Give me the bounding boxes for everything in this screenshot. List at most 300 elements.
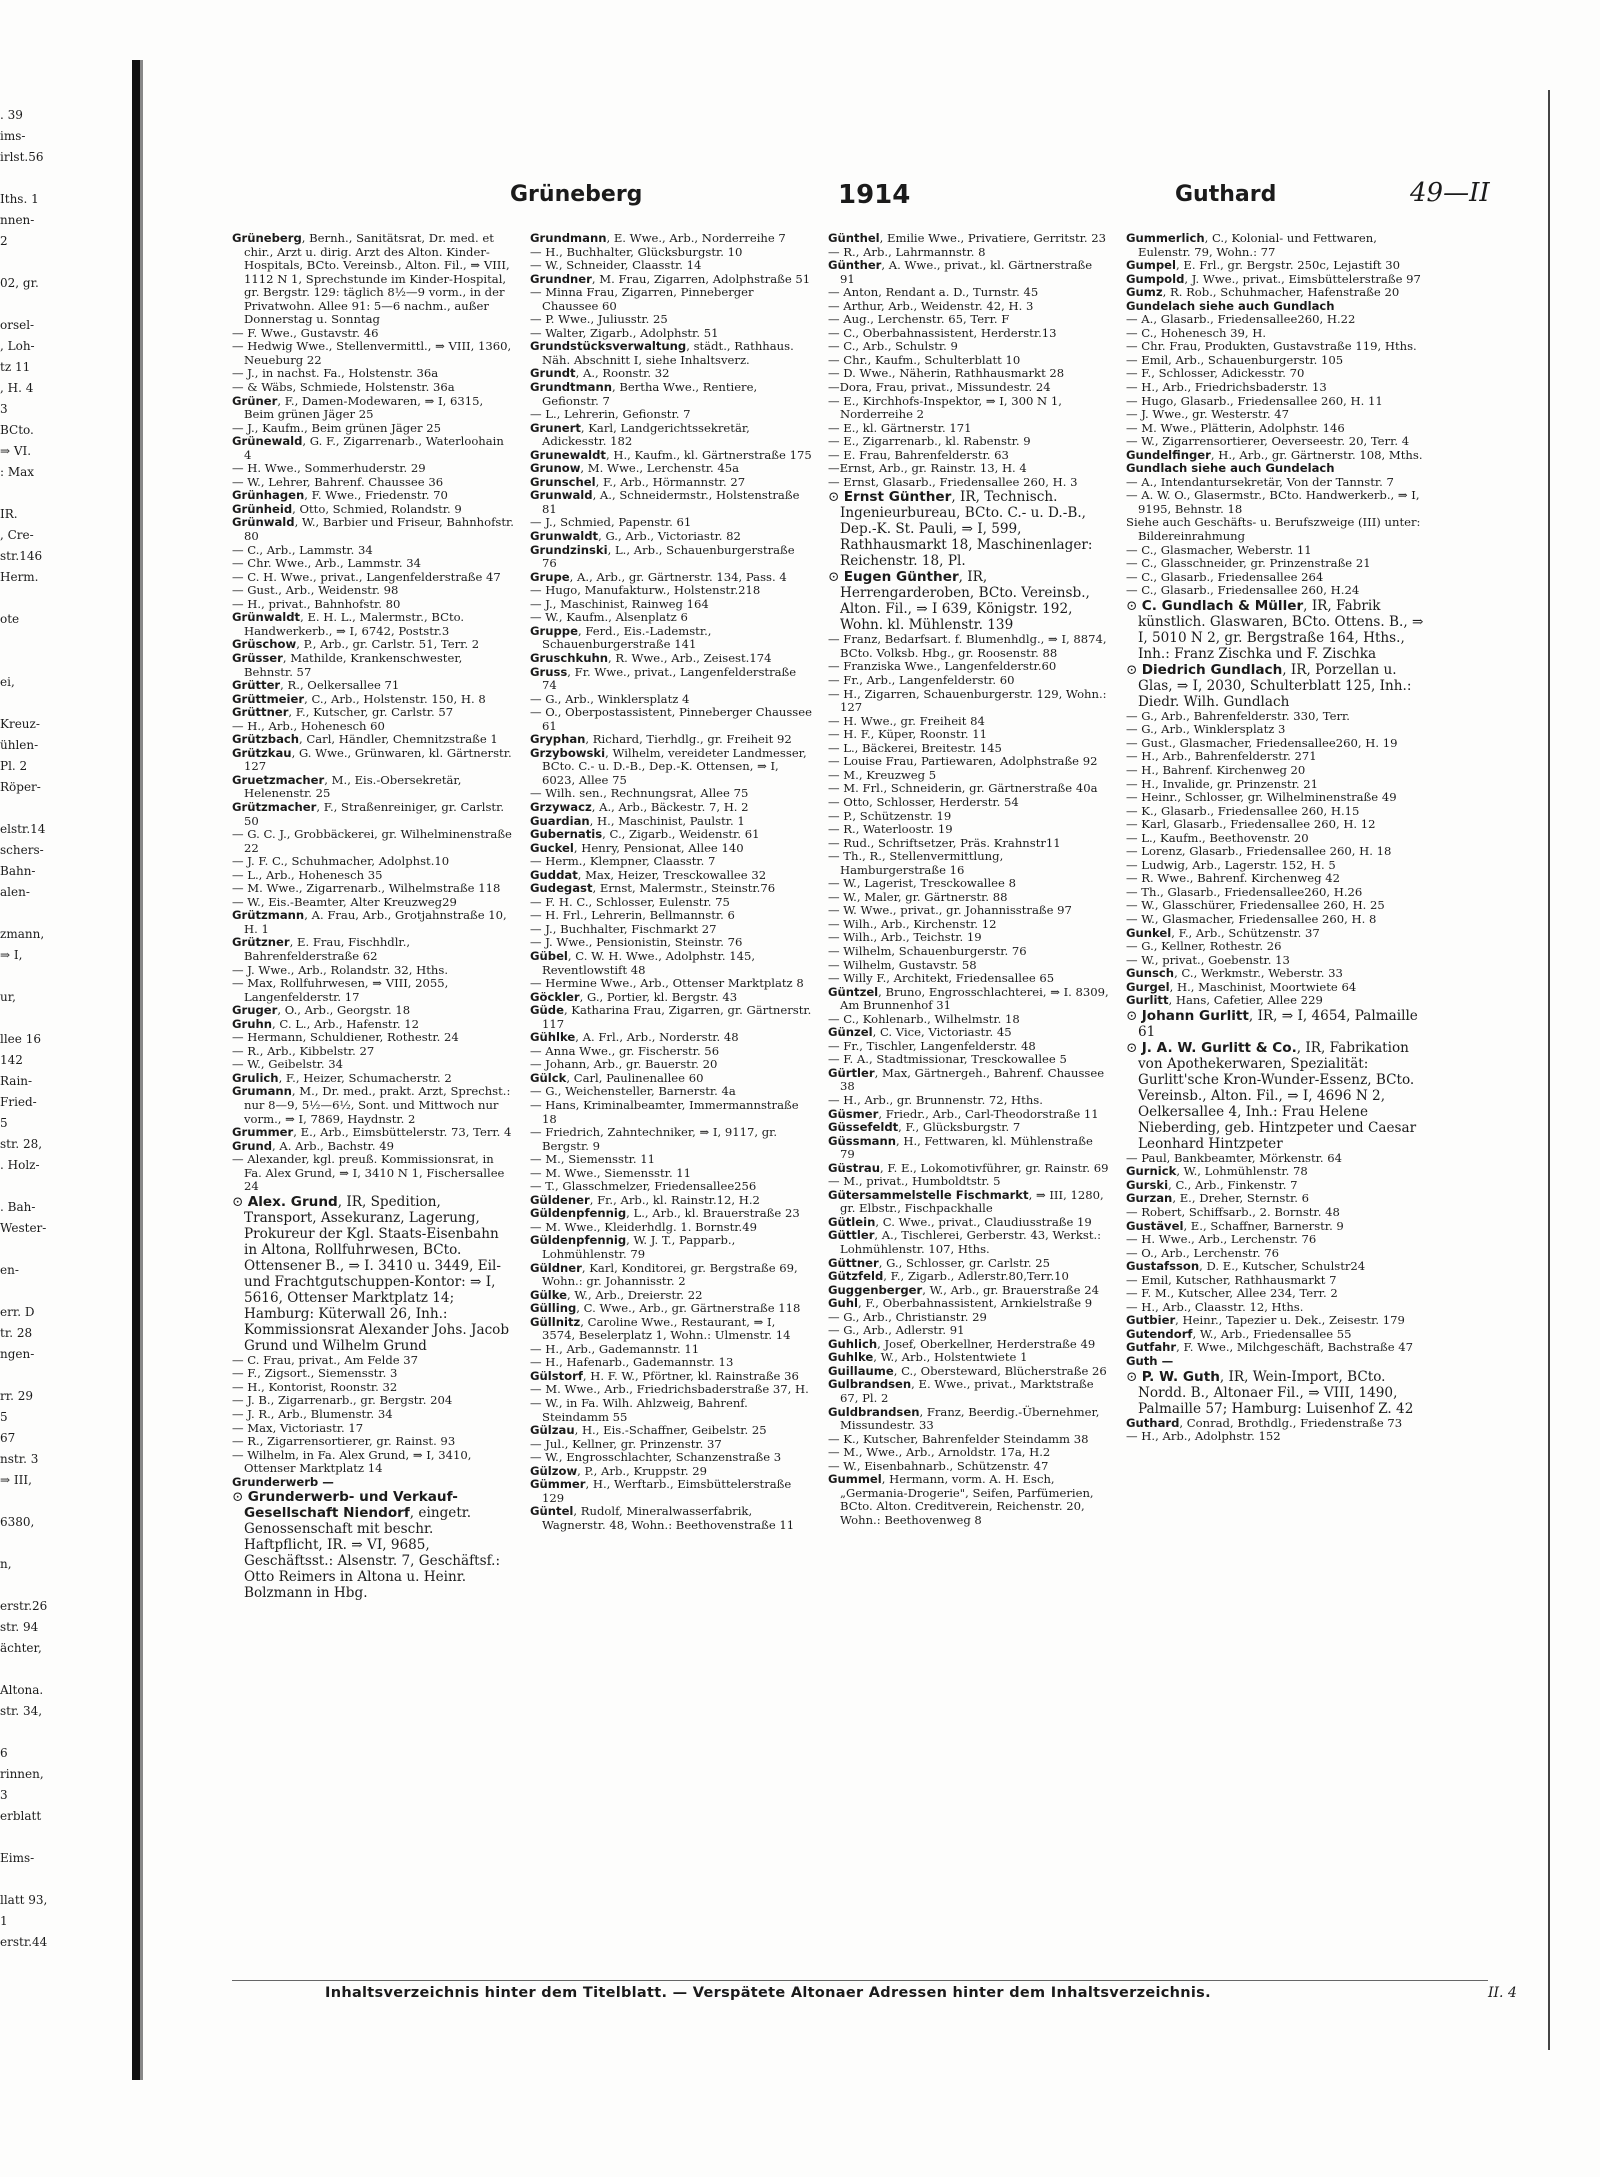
directory-entry: — J. Wwe., Arb., Rolandstr. 32, Hths. xyxy=(232,962,449,977)
directory-entry: Gunsch, C., Werkmstr., Weberstr. 33 xyxy=(1126,966,1343,981)
directory-entry: — Hugo, Glasarb., Friedensallee 260, H. 11 xyxy=(1126,393,1383,408)
directory-entry: — R., Arb., Lahrmannstr. 8 xyxy=(828,244,986,259)
binding-shadow xyxy=(140,60,143,2080)
directory-entry: — R., Zigarrensortierer, gr. Rainst. 93 xyxy=(232,1434,456,1449)
directory-entry: Gurnick, W., Lohmühlenstr. 78 xyxy=(1126,1164,1308,1179)
directory-entry: Grüttner, F., Kutscher, gr. Carlstr. 57 xyxy=(232,705,454,720)
directory-entry: — D. Wwe., Näherin, Rathhausmarkt 28 xyxy=(828,366,1065,381)
directory-entry: Güntzel, Bruno, Engrosschlachterei, ⇒ I. 8309, Am Brunnenhof 31 xyxy=(828,984,1109,1013)
directory-column-1 xyxy=(232,232,514,1601)
edge-fragment: tz 11 xyxy=(0,360,31,374)
edge-fragment: ims- xyxy=(0,129,26,143)
directory-entry: — C., Glasarb., Friedensallee 264 xyxy=(1126,569,1324,584)
edge-fragment: . Holz- xyxy=(0,1158,40,1172)
directory-entry: — J. R., Arb., Blumenstr. 34 xyxy=(232,1407,393,1422)
directory-entry: Göckler, G., Portier, kl. Bergstr. 43 xyxy=(530,989,738,1004)
directory-entry: Gülzow, P., Arb., Kruppstr. 29 xyxy=(530,1463,707,1478)
edge-fragment: nnen- xyxy=(0,213,35,227)
edge-fragment: ächter, xyxy=(0,1641,42,1655)
directory-entry: — C. Frau, privat., Am Felde 37 xyxy=(232,1352,419,1367)
directory-entry: — H. Wwe., gr. Freiheit 84 xyxy=(828,713,985,728)
directory-entry: Güde, Katharina Frau, Zigarren, gr. Gärtnerstr. 117 xyxy=(530,1003,812,1031)
directory-entry: Grunwaldt, G., Arb., Victoriastr. 82 xyxy=(530,529,741,544)
directory-entry: Grundt, A., Roonstr. 32 xyxy=(530,366,670,381)
directory-entry: Grummer, E., Arb., Eimsbüttelerstr. 73, Terr. 4 xyxy=(232,1125,512,1140)
edge-fragment: str. 28, xyxy=(0,1137,43,1151)
directory-entry: Grünwald, W., Barbier und Friseur, Bahnhofstr. 80 xyxy=(232,515,514,544)
directory-entry: — H., Arb., Friedrichsbaderstr. 13 xyxy=(1126,380,1327,395)
directory-entry: Guhlke, W., Arb., Holstentwiete 1 xyxy=(828,1350,1028,1365)
directory-entry: Grüneberg, Bernh., Sanitätsrat, Dr. med. et chir., Arzt u. dirig. Arzt des Alton. Kinder-Hospitals, BCto. Vereinsb., Alton. Fil., ⇒ VIII, 1112 N 1, Sprechstunde im Kinder-Hospital, gr. Bergstr. 129: täglich 8½—9 vorm., in der Privatwohn. Allee 91: 5—6 nachm., außer Donnerstag u. Sonntag xyxy=(232,231,510,327)
directory-entry: — F., Schlosser, Adickesstr. 70 xyxy=(1126,366,1305,381)
directory-entry: Grützner, E. Frau, Fischhdlr., Bahrenfelderstraße 62 xyxy=(232,935,411,963)
directory-entry: — M., Kreuzweg 5 xyxy=(828,767,937,782)
directory-entry: — Aug., Lerchenstr. 65, Terr. F xyxy=(828,312,1010,327)
directory-entry: — E. Frau, Bahrenfelderstr. 63 xyxy=(828,447,1009,462)
edge-fragment: Fried- xyxy=(0,1095,37,1109)
edge-fragment: 5 xyxy=(0,1116,8,1130)
directory-column-3 xyxy=(828,232,1110,1527)
edge-fragment: Pl. 2 xyxy=(0,759,28,773)
directory-entry: Gütersammelstelle Fischmarkt, ⇒ III, 1280, gr. Elbstr., Fischpackhalle xyxy=(828,1187,1104,1216)
edge-fragment: IR. xyxy=(0,507,18,521)
directory-entry: ⊙ C. Gundlach & Müller, IR, Fabrik künstlich. Glaswaren, BCto. Ottens. B., ⇒ I, 5010 N 2, gr. Bergstraße 164, Hths., Inh.: Franz Zischka und F. Zischka xyxy=(1126,597,1424,662)
directory-entry: Gruhn, C. L., Arb., Hafenstr. 12 xyxy=(232,1016,419,1031)
directory-entry: Gülling, C. Wwe., Arb., gr. Gärtnerstraße 118 xyxy=(530,1301,801,1316)
edge-fragment: BCto. xyxy=(0,423,34,437)
directory-entry: Guggenberger, W., Arb., gr. Brauerstraße 24 xyxy=(828,1282,1099,1297)
directory-entry: — J. Wwe., gr. Westerstr. 47 xyxy=(1126,407,1290,422)
directory-entry: — J., Maschinist, Rainweg 164 xyxy=(530,596,709,611)
directory-entry: Gunkel, F., Arb., Schützenstr. 37 xyxy=(1126,925,1320,940)
directory-entry: — A. W. O., Glasermstr., BCto. Handwerkerb., ⇒ I, 9195, Behnstr. 18 xyxy=(1126,488,1420,516)
edge-fragment: llee 16 xyxy=(0,1032,41,1046)
directory-entry: — M. Wwe., Siemensstr. 11 xyxy=(530,1165,692,1180)
directory-entry: Grüschow, P., Arb., gr. Carlstr. 51, Terr. 2 xyxy=(232,637,480,652)
directory-entry: — J., Schmied, Papenstr. 61 xyxy=(530,515,692,530)
directory-entry: Güssefeldt, F., Glücksburgstr. 7 xyxy=(828,1120,1021,1135)
directory-entry: — C., Glasarb., Friedensallee 260, H.24 xyxy=(1126,583,1360,598)
directory-entry: — W., Maler, gr. Gärtnerstr. 88 xyxy=(828,889,1008,904)
directory-entry: Gruger, O., Arb., Georgstr. 18 xyxy=(232,1003,411,1018)
directory-entry: — H., Arb., gr. Brunnenstr. 72, Hths. xyxy=(828,1092,1043,1107)
edge-fragment: orsel- xyxy=(0,318,35,332)
directory-entry: — H., Bahrenf. Kirchenweg 20 xyxy=(1126,762,1306,777)
directory-entry: Guhlich, Josef, Oberkellner, Herderstraße 49 xyxy=(828,1336,1096,1351)
edge-fragment: ei, xyxy=(0,675,15,689)
directory-entry: — J., Buchhalter, Fischmarkt 27 xyxy=(530,921,717,936)
directory-entry: Grundtmann, Bertha Wwe., Rentiere, Gefionstr. 7 xyxy=(530,380,758,408)
directory-entry: — Anton, Rendant a. D., Turnstr. 45 xyxy=(828,285,1039,300)
edge-fragment: erstr.44 xyxy=(0,1935,48,1949)
directory-entry: Güstrau, F. E., Lokomotivführer, gr. Rainstr. 69 xyxy=(828,1160,1109,1175)
directory-entry: — H., Hafenarb., Gademannstr. 13 xyxy=(530,1355,734,1370)
directory-entry: — Hermann, Schuldiener, Rothestr. 24 xyxy=(232,1030,459,1045)
directory-entry: — W., Glasmacher, Friedensallee 260, H. 8 xyxy=(1126,911,1377,926)
directory-entry: — J. F. C., Schuhmacher, Adolphst.10 xyxy=(232,854,450,869)
directory-entry: — Johann, Arb., gr. Bauerstr. 20 xyxy=(530,1057,718,1072)
directory-entry: — W., Schneider, Claasstr. 14 xyxy=(530,258,702,273)
directory-entry: — H., privat., Bahnhofstr. 80 xyxy=(232,596,401,611)
directory-entry: Günthel, Emilie Wwe., Privatiere, Gerritstr. 23 xyxy=(828,231,1107,245)
directory-entry: — Gust., Arb., Weidenstr. 98 xyxy=(232,583,399,598)
directory-entry: — W., Eis.-Beamter, Alter Kreuzweg29 xyxy=(232,894,457,909)
directory-entry: — Hugo, Manufakturw., Holstenstr.218 xyxy=(530,583,761,598)
directory-entry: — E., Kirchhofs-Inspektor, ⇒ I, 300 N 1, Norderreihe 2 xyxy=(828,393,1062,422)
directory-entry: Gühlke, A. Frl., Arb., Norderstr. 48 xyxy=(530,1030,739,1045)
directory-entry: — G., Arb., Winklersplatz 3 xyxy=(1126,722,1286,737)
directory-entry: — O., Oberpostassistent, Pinneberger Chaussee 61 xyxy=(530,705,812,733)
directory-entry: — C., Glasmacher, Weberstr. 11 xyxy=(1126,542,1312,557)
directory-entry: Grüsser, Mathilde, Krankenschwester, Behnstr. 57 xyxy=(232,650,463,679)
edge-fragment: 5 xyxy=(0,1410,8,1424)
directory-entry: — Otto, Schlosser, Herderstr. 54 xyxy=(828,794,1019,809)
directory-entry: Grünhagen, F. Wwe., Friedenstr. 70 xyxy=(232,488,448,503)
directory-entry: — C., Arb., Schulstr. 9 xyxy=(828,339,958,354)
directory-entry: Guddat, Max, Heizer, Tresckowallee 32 xyxy=(530,867,767,882)
edge-fragment: err. D xyxy=(0,1305,35,1319)
directory-entry: — C., Arb., Lammstr. 34 xyxy=(232,542,373,557)
directory-entry: Grüner, F., Damen-Modewaren, ⇒ I, 6315, Beim grünen Jäger 25 xyxy=(232,393,484,422)
directory-entry: — Arthur, Arb., Weidenstr. 42, H. 3 xyxy=(828,298,1034,313)
directory-entry: Gruppe, Ferd., Eis.-Lademstr., Schauenburgerstraße 141 xyxy=(530,623,712,652)
edge-fragment: 2 xyxy=(0,234,8,248)
directory-entry: — H. F., Küper, Roonstr. 11 xyxy=(828,727,988,742)
directory-entry: Guardian, H., Maschinist, Paulstr. 1 xyxy=(530,813,745,828)
directory-entry: Grunewaldt, H., Kaufm., kl. Gärtnerstraße 175 xyxy=(530,447,812,462)
directory-entry: — Robert, Schiffsarb., 2. Bornstr. 48 xyxy=(1126,1204,1340,1219)
directory-entry: — W., privat., Goebenstr. 13 xyxy=(1126,952,1290,967)
adjacent-page-edge xyxy=(0,108,60,2008)
edge-fragment: nstr. 3 xyxy=(0,1452,39,1466)
directory-entry: Grundmann, E. Wwe., Arb., Norderreihe 7 xyxy=(530,231,786,245)
directory-entry: — W., in Fa. Wilh. Ahlzweig, Bahrenf. Steindamm 55 xyxy=(530,1396,748,1424)
directory-entry: — F. M., Kutscher, Allee 234, Terr. 2 xyxy=(1126,1286,1338,1301)
edge-fragment: 02, gr. xyxy=(0,276,39,290)
directory-entry: Gülke, W., Arb., Dreierstr. 22 xyxy=(530,1287,703,1302)
directory-entry: Grunschel, F., Arb., Hörmannstr. 27 xyxy=(530,474,746,489)
directory-entry: Guckel, Henry, Pensionat, Allee 140 xyxy=(530,840,744,855)
edge-fragment: ngen- xyxy=(0,1347,35,1361)
directory-entry: — Fr., Tischler, Langenfelderstr. 48 xyxy=(828,1038,1036,1053)
edge-fragment: , Loh- xyxy=(0,339,35,353)
directory-entry: Grunow, M. Wwe., Lerchenstr. 45a xyxy=(530,461,740,476)
directory-entry: Gulbrandsen, E. Wwe., privat., Marktstraße 67, Pl. 2 xyxy=(828,1377,1094,1406)
running-header xyxy=(230,178,1520,212)
directory-entry: Guldbrandsen, Franz, Beerdig.-Übernehmer, Missundestr. 33 xyxy=(828,1404,1100,1433)
directory-entry: — H. Wwe., Sommerhuderstr. 29 xyxy=(232,461,426,476)
directory-entry: Gutendorf, W., Arb., Friedensallee 55 xyxy=(1126,1326,1352,1341)
directory-entry: — Ludwig, Arb., Lagerstr. 152, H. 5 xyxy=(1126,857,1336,872)
directory-entry: — C., Glasschneider, gr. Prinzenstraße 21 xyxy=(1126,556,1371,571)
edge-fragment: llatt 93, xyxy=(0,1893,48,1907)
directory-entry: — Fr., Arb., Langenfelderstr. 60 xyxy=(828,673,1015,688)
directory-entry: Gützfeld, F., Zigarb., Adlerstr.80,Terr.10 xyxy=(828,1269,1069,1284)
directory-entry: Güssmann, H., Fettwaren, kl. Mühlenstraße 79 xyxy=(828,1133,1093,1162)
directory-entry: — Wilhelm, Gustavstr. 58 xyxy=(828,957,977,972)
edge-fragment: Iths. 1 xyxy=(0,192,39,206)
directory-entry: Grundzinski, L., Arb., Schauenburgerstraße 76 xyxy=(530,542,795,571)
directory-entry: Grünheid, Otto, Schmied, Rolandstr. 9 xyxy=(232,501,462,516)
directory-entry: — Lorenz, Glasarb., Friedensallee 260, H. 18 xyxy=(1126,844,1392,859)
directory-entry: Gülzau, H., Eis.-Schaffner, Geibelstr. 25 xyxy=(530,1423,767,1438)
directory-entry: Grünwaldt, E. H. L., Malermstr., BCto. Handwerkerb., ⇒ I, 6742, Poststr.3 xyxy=(232,610,465,638)
directory-entry: — M., privat., Humboldtstr. 5 xyxy=(828,1174,1001,1189)
directory-entry: Grulich, F., Heizer, Schumacherstr. 2 xyxy=(232,1070,452,1085)
footer-notice: Inhaltsverzeichnis hinter dem Titelblatt. — Verspätete Altonaer Adressen hinter dem Inhaltsverzeichnis. xyxy=(325,1985,1211,2001)
directory-entry: — T., Glasschmelzer, Friedensallee256 xyxy=(530,1179,757,1194)
edge-fragment: ⇒ III, xyxy=(0,1473,32,1487)
directory-entry: — J. Wwe., Pensionistin, Steinstr. 76 xyxy=(530,935,743,950)
directory-entry: —Dora, Frau, privat., Missundestr. 24 xyxy=(828,380,1051,395)
edge-fragment: rr. 29 xyxy=(0,1389,34,1403)
edge-fragment: n, xyxy=(0,1557,12,1571)
footer-rule xyxy=(232,1980,1488,1981)
edge-fragment: ote xyxy=(0,612,20,626)
directory-entry: Grützbach, Carl, Händler, Chemnitzstraße 1 xyxy=(232,732,498,747)
edge-fragment: Altona. xyxy=(0,1683,44,1697)
edge-fragment: : Max xyxy=(0,465,35,479)
directory-entry: Grützkau, G. Wwe., Grünwaren, kl. Gärtnerstr. 127 xyxy=(232,745,512,774)
edge-fragment: schers- xyxy=(0,843,44,857)
directory-entry: — Emil, Arb., Schauenburgerstr. 105 xyxy=(1126,352,1344,367)
directory-entry: Gürtler, Max, Gärtnergeh., Bahrenf. Chaussee 38 xyxy=(828,1065,1105,1094)
directory-entry: — Louise Frau, Partiewaren, Adolphstraße 92 xyxy=(828,754,1098,769)
directory-entry: Güldenpfennig, L., Arb., kl. Brauerstraße 23 xyxy=(530,1206,800,1221)
edge-fragment: 3 xyxy=(0,1788,8,1802)
directory-entry: — H., Arb., Gademannstr. 11 xyxy=(530,1341,700,1356)
directory-entry: Grzybowski, Wilhelm, vereideter Landmesser, BCto. C.- u. D.-B., Dep.-K. Ottensen, ⇒ I, 6023, Allee 75 xyxy=(530,745,807,787)
directory-entry: — Friedrich, Zahntechniker, ⇒ I, 9117, gr. Bergstr. 9 xyxy=(530,1125,778,1153)
edge-fragment: 1 xyxy=(0,1914,8,1928)
directory-entry: — Franziska Wwe., Langenfelderstr.60 xyxy=(828,659,1057,674)
directory-entry: — Chr. Wwe., Arb., Lammstr. 34 xyxy=(232,556,422,571)
directory-entry: — M., Wwe., Arb., Arnoldstr. 17a, H.2 xyxy=(828,1445,1051,1460)
directory-entry: Gübel, C. W. H. Wwe., Adolphstr. 145, Reventlowstift 48 xyxy=(530,948,756,977)
directory-entry: — & Wäbs, Schmiede, Holstenstr. 36a xyxy=(232,380,455,395)
directory-entry: — H., Arb., Bahrenfelderstr. 271 xyxy=(1126,749,1317,764)
directory-entry: — K., Glasarb., Friedensallee 260, H.15 xyxy=(1126,803,1360,818)
directory-entry: — W., Engrosschlachter, Schanzenstraße 3 xyxy=(530,1450,782,1465)
directory-entry: Siehe auch Geschäfts- u. Berufszweige (III) unter: Bildereinrahmung xyxy=(1126,515,1421,544)
directory-entry: — M. Frl., Schneiderin, gr. Gärtnerstraße 40a xyxy=(828,781,1098,796)
directory-entry: — Anna Wwe., gr. Fischerstr. 56 xyxy=(530,1043,720,1058)
directory-entry: Gutfahr, F. Wwe., Milchgeschäft, Bachstraße 47 xyxy=(1126,1340,1414,1355)
directory-entry: — H. Wwe., Arb., Lerchenstr. 76 xyxy=(1126,1232,1317,1247)
directory-entry: Grupe, A., Arb., gr. Gärtnerstr. 134, Pass. 4 xyxy=(530,569,787,584)
directory-entry: — L., Kaufm., Beethovenstr. 20 xyxy=(1126,830,1309,845)
directory-entry: — F. Wwe., Gustavstr. 46 xyxy=(232,325,379,340)
binding-gutter xyxy=(132,60,140,2080)
directory-entry: — Wilh., Arb., Kirchenstr. 12 xyxy=(828,916,997,931)
directory-entry: — M., Siemensstr. 11 xyxy=(530,1152,655,1167)
directory-entry: Grütter, R., Oelkersallee 71 xyxy=(232,678,400,693)
directory-entry: — R. Wwe., Bahrenf. Kirchenweg 42 xyxy=(1126,871,1340,886)
edge-fragment: Eims- xyxy=(0,1851,35,1865)
directory-entry: Gummerlich, C., Kolonial- und Fettwaren, Eulenstr. 79, Wohn.: 77 xyxy=(1126,231,1377,259)
directory-entry: Gülstorf, H. F. W., Pförtner, kl. Rainstraße 36 xyxy=(530,1368,799,1383)
edge-fragment: Rain- xyxy=(0,1074,33,1088)
edge-fragment: 67 xyxy=(0,1431,16,1445)
edge-fragment: str. 34, xyxy=(0,1704,43,1718)
directory-entry: — Max, Victoriastr. 17 xyxy=(232,1420,364,1435)
directory-entry: — Wilhelm, Schauenburgerstr. 76 xyxy=(828,943,1027,958)
header-year: 1914 xyxy=(838,180,911,210)
directory-entry: Grunderwerb — xyxy=(232,1474,334,1489)
directory-entry: — G., Arb., Christianstr. 29 xyxy=(828,1309,987,1324)
directory-entry: — Walter, Zigarb., Adolphstr. 51 xyxy=(530,325,719,340)
directory-entry: ⊙ Eugen Günther, IR, Herrengarderoben, BCto. Vereinsb., Alton. Fil., ⇒ I 639, Königstr. 192, Wohn. kl. Mühlenstr. 139 xyxy=(828,569,1090,634)
directory-entry: — H., Buchhalter, Glücksburgstr. 10 xyxy=(530,244,743,259)
directory-entry: — W. Wwe., privat., gr. Johannisstraße 97 xyxy=(828,903,1072,918)
directory-entry: — Chr. Frau, Produkten, Gustavstraße 119, Hths. xyxy=(1126,339,1417,354)
edge-fragment: tr. 28 xyxy=(0,1326,33,1340)
directory-entry: — Alexander, kgl. preuß. Kommissionsrat, in Fa. Alex Grund, ⇒ I, 3410 N 1, Fischersallee 24 xyxy=(232,1152,505,1194)
directory-entry: Gurgel, H., Maschinist, Moortwiete 64 xyxy=(1126,979,1357,994)
edge-fragment: ⇒ VI. xyxy=(0,444,32,458)
directory-entry: — E., Zigarrenarb., kl. Rabenstr. 9 xyxy=(828,434,1031,449)
directory-entry: — J., Kaufm., Beim grünen Jäger 25 xyxy=(232,420,441,435)
directory-entry: — W., Eisenbahnarb., Schützenstr. 47 xyxy=(828,1458,1049,1473)
page-number: 49—II xyxy=(1410,178,1490,208)
directory-entry: Güntel, Rudolf, Mineralwasserfabrik, Wagnerstr. 48, Wohn.: Beethovenstraße 11 xyxy=(530,1504,795,1532)
directory-entry: — K., Kutscher, Bahrenfelder Steindamm 38 xyxy=(828,1431,1089,1446)
edge-fragment: Bahn- xyxy=(0,864,36,878)
directory-entry: Grüttmeier, C., Arb., Holstenstr. 150, H. 8 xyxy=(232,691,486,706)
header-first-entry: Grüneberg xyxy=(510,182,643,207)
directory-entry: Güllnitz, Caroline Wwe., Restaurant, ⇒ I, 3574, Beselerplatz 1, Wohn.: Ulmenstr. 14 xyxy=(530,1314,791,1343)
directory-entry: — G. C. J., Grobbäckerei, gr. Wilhelminenstraße 22 xyxy=(232,827,512,855)
directory-entry: Gurlitt, Hans, Cafetier, Allee 229 xyxy=(1126,993,1323,1008)
directory-entry: Guth — xyxy=(1126,1354,1174,1368)
directory-entry: Grunwald, A., Schneidermstr., Holstenstraße 81 xyxy=(530,488,800,516)
directory-entry: Gruetzmacher, M., Eis.-Obersekretär, Helenenstr. 25 xyxy=(232,772,462,801)
directory-entry: — Minna Frau, Zigarren, Pinneberger Chaussee 60 xyxy=(530,285,754,313)
directory-entry: — C., Oberbahnassistent, Herderstr.13 xyxy=(828,325,1057,340)
directory-entry: — Heinr., Schlosser, gr. Wilhelminenstraße 49 xyxy=(1126,790,1397,805)
directory-entry: Gümmer, H., Werftarb., Eimsbüttelerstraße 129 xyxy=(530,1477,792,1505)
edge-fragment: . 39 xyxy=(0,108,23,122)
directory-entry: — H., Arb., Adolphstr. 152 xyxy=(1126,1429,1281,1444)
edge-fragment: Herm. xyxy=(0,570,39,584)
directory-entry: — A., Glasarb., Friedensallee260, H.22 xyxy=(1126,312,1356,327)
directory-entry: Grunert, Karl, Landgerichtssekretär, Adickesstr. 182 xyxy=(530,420,750,449)
directory-entry: Gumz, R. Rob., Schuhmacher, Hafenstraße 20 xyxy=(1126,285,1400,300)
directory-entry: — H., Invalide, gr. Prinzenstr. 21 xyxy=(1126,776,1319,791)
directory-entry: — F. A., Stadtmissionar, Tresckowallee 5 xyxy=(828,1052,1067,1067)
directory-entry: — C., Hohenesch 39, H. xyxy=(1126,325,1267,340)
directory-entry: — Paul, Bankbeamter, Mörkenstr. 64 xyxy=(1126,1150,1343,1165)
directory-entry: ⊙ Ernst Günther, IR, Technisch. Ingenieurbureau, BCto. C.- u. D.-B., Dep.-K. St. Pauli, ⇒ I, 599, Rathhausmarkt 18, Maschinenlager: Reichenstr. 18, Pl. xyxy=(828,489,1093,570)
directory-entry: — L., Lehrerin, Gefionstr. 7 xyxy=(530,407,691,422)
edge-fragment: str.146 xyxy=(0,549,43,563)
edge-fragment: str. 94 xyxy=(0,1620,39,1634)
directory-entry: Güldener, Fr., Arb., kl. Rainstr.12, H.2 xyxy=(530,1192,760,1207)
directory-entry: Günzel, C. Vice, Victoriastr. 45 xyxy=(828,1025,1012,1040)
directory-entry: — M. Wwe., Zigarrenarb., Wilhelmstraße 118 xyxy=(232,881,501,896)
directory-entry: — E., kl. Gärtnerstr. 171 xyxy=(828,420,972,435)
directory-entry: Grützmann, A. Frau, Arb., Grotjahnstraße 10, H. 1 xyxy=(232,908,507,936)
directory-entry: — W., Lagerist, Tresckowallee 8 xyxy=(828,876,1016,891)
directory-entry: Gurski, C., Arb., Finkenstr. 7 xyxy=(1126,1177,1298,1192)
directory-entry: Gryphan, Richard, Tierhdlg., gr. Freiheit 92 xyxy=(530,732,792,747)
edge-fragment: en- xyxy=(0,1263,19,1277)
directory-entry: — Hedwig Wwe., Stellenvermittl., ⇒ VIII, 1360, Neueburg 22 xyxy=(232,339,512,367)
edge-fragment: ur, xyxy=(0,990,16,1004)
edge-fragment: , Cre- xyxy=(0,528,34,542)
directory-entry: — G., Weichensteller, Barnerstr. 4a xyxy=(530,1084,736,1099)
directory-entry: — Wilh. sen., Rechnungsrat, Allee 75 xyxy=(530,786,749,801)
directory-entry: Güttner, G., Schlosser, gr. Carlstr. 25 xyxy=(828,1255,1051,1270)
directory-entry: — P., Schützenstr. 19 xyxy=(828,808,952,823)
directory-entry: Guhl, F., Oberbahnassistent, Arnkielstraße 9 xyxy=(828,1296,1093,1311)
directory-entry: — L., Bäckerei, Breitestr. 145 xyxy=(828,740,1002,755)
directory-column-2 xyxy=(530,232,812,1533)
directory-entry: — Wilh., Arb., Teichstr. 19 xyxy=(828,930,982,945)
directory-column-4 xyxy=(1126,232,1426,1444)
edge-fragment: erstr.26 xyxy=(0,1599,48,1613)
directory-entry: — M. Wwe., Plätterin, Adolphstr. 146 xyxy=(1126,420,1345,435)
edge-fragment: Kreuz- xyxy=(0,717,40,731)
directory-entry: ⊙ Grunderwerb- und Verkauf-Gesellschaft Niendorf, eingetr. Genossenschaft mit beschr. Haftpflicht, IR. ⇒ VI, 9685, Geschäftsst.: Alsenstr. 7, Geschäftsf.: Otto Reimers in Altona u. Heinr. Bolzmann in Hbg. xyxy=(232,1489,501,1602)
directory-entry: — J. B., Zigarrenarb., gr. Bergstr. 204 xyxy=(232,1393,453,1408)
directory-entry: Gustafsson, D. E., Kutscher, Schulstr24 xyxy=(1126,1259,1366,1274)
directory-entry: — Max, Rollfuhrwesen, ⇒ VIII, 2055, Langenfelderstr. 17 xyxy=(232,976,449,1004)
directory-entry: — W., Geibelstr. 34 xyxy=(232,1057,344,1072)
edge-fragment: Röper- xyxy=(0,780,41,794)
directory-entry: Gundelach siehe auch Gundlach xyxy=(1126,298,1335,313)
directory-entry: Grundstücksverwaltung, städt., Rathhaus. Näh. Abschnitt I, siehe Inhaltsverz. xyxy=(530,339,794,367)
directory-entry: — Th., Glasarb., Friedensallee260, H.26 xyxy=(1126,884,1363,899)
directory-entry: Gurzan, E., Dreher, Sternstr. 6 xyxy=(1126,1191,1309,1206)
directory-entry: ⊙ J. A. W. Gurlitt & Co., IR, Fabrikation von Apothekerwaren, Spezialität: Gurlitt'sche Kron-Wunder-Essenz, BCto. Vereinsb., Alton. Fil., ⇒ I, 4696 N 2, Oelkersallee 4, Inh.: Frau Helene Nieberding, geb. Hintzpeter und Caesar Leonhard Hintzpeter xyxy=(1126,1039,1417,1152)
directory-entry: — Hans, Kriminalbeamter, Immermannstraße 18 xyxy=(530,1098,799,1126)
edge-fragment: rinnen, xyxy=(0,1767,44,1781)
edge-fragment: ühlen- xyxy=(0,738,39,752)
directory-entry: Gudegast, Ernst, Malermstr., Steinstr.76 xyxy=(530,881,776,896)
directory-entry: —Ernst, Arb., gr. Rainstr. 13, H. 4 xyxy=(828,461,1027,476)
directory-entry: Grundner, M. Frau, Zigarren, Adolphstraße 51 xyxy=(530,271,811,286)
directory-entry: Günther, A. Wwe., privat., kl. Gärtnerstraße 91 xyxy=(828,258,1093,286)
directory-entry: — L., Arb., Hohenesch 35 xyxy=(232,867,383,882)
directory-entry: — G., Arb., Bahrenfelderstr. 330, Terr. xyxy=(1126,708,1350,723)
edge-fragment: erblatt xyxy=(0,1809,42,1823)
directory-entry: — Chr., Kaufm., Schulterblatt 10 xyxy=(828,352,1021,367)
directory-entry: Güttler, A., Tischlerei, Gerberstr. 43, Werkst.: Lohmühlenstr. 107, Hths. xyxy=(828,1228,1102,1256)
directory-entry: ⊙ P. W. Guth, IR, Wein-Import, BCto. Nordd. B., Altonaer Fil., ⇒ VIII, 1490, Palmaille 57; Hamburg: Luisenhof Z. 42 xyxy=(1126,1368,1414,1417)
edge-fragment: . Bah- xyxy=(0,1200,36,1214)
directory-entry: Grützmacher, F., Straßenreiniger, gr. Carlstr. 50 xyxy=(232,799,505,828)
signature-mark: II. 4 xyxy=(1488,1985,1517,2001)
directory-entry: Grumann, M., Dr. med., prakt. Arzt, Sprechst.: nur 8—9, 5½—6½, Sont. und Mittwoch nur vorm., ⇒ I, 7869, Haydnstr. 2 xyxy=(232,1084,511,1126)
directory-entry: — F., Zigsort., Siemensstr. 3 xyxy=(232,1366,398,1381)
directory-entry: Guillaume, C., Obersteward, Blücherstraße 26 xyxy=(828,1363,1107,1378)
page-right-border xyxy=(1548,90,1550,2050)
directory-entry: — Willy F., Architekt, Friedensallee 65 xyxy=(828,971,1055,986)
directory-entry: Gutbier, Heinr., Tapezier u. Dek., Zeisestr. 179 xyxy=(1126,1313,1405,1328)
directory-entry: — R., Arb., Kibbelstr. 27 xyxy=(232,1043,375,1058)
directory-entry: Güsmer, Friedr., Arb., Carl-Theodorstraße 11 xyxy=(828,1106,1099,1121)
directory-entry: Gumpold, J. Wwe., privat., Eimsbüttelerstraße 97 xyxy=(1126,271,1421,286)
directory-entry: — W., Lehrer, Bahrenf. Chaussee 36 xyxy=(232,474,444,489)
directory-entry: — Emil, Kutscher, Rathhausmarkt 7 xyxy=(1126,1272,1337,1287)
directory-entry: — H., Arb., Claasstr. 12, Hths. xyxy=(1126,1299,1304,1314)
directory-entry: — Karl, Glasarb., Friedensallee 260, H. 12 xyxy=(1126,817,1376,832)
edge-fragment: elstr.14 xyxy=(0,822,46,836)
directory-entry: — Gust., Glasmacher, Friedensallee260, H. 19 xyxy=(1126,735,1398,750)
directory-entry: Gustävel, E., Schaffner, Barnerstr. 9 xyxy=(1126,1218,1344,1233)
directory-entry: Grzywacz, A., Arb., Bäckestr. 7, H. 2 xyxy=(530,799,749,814)
